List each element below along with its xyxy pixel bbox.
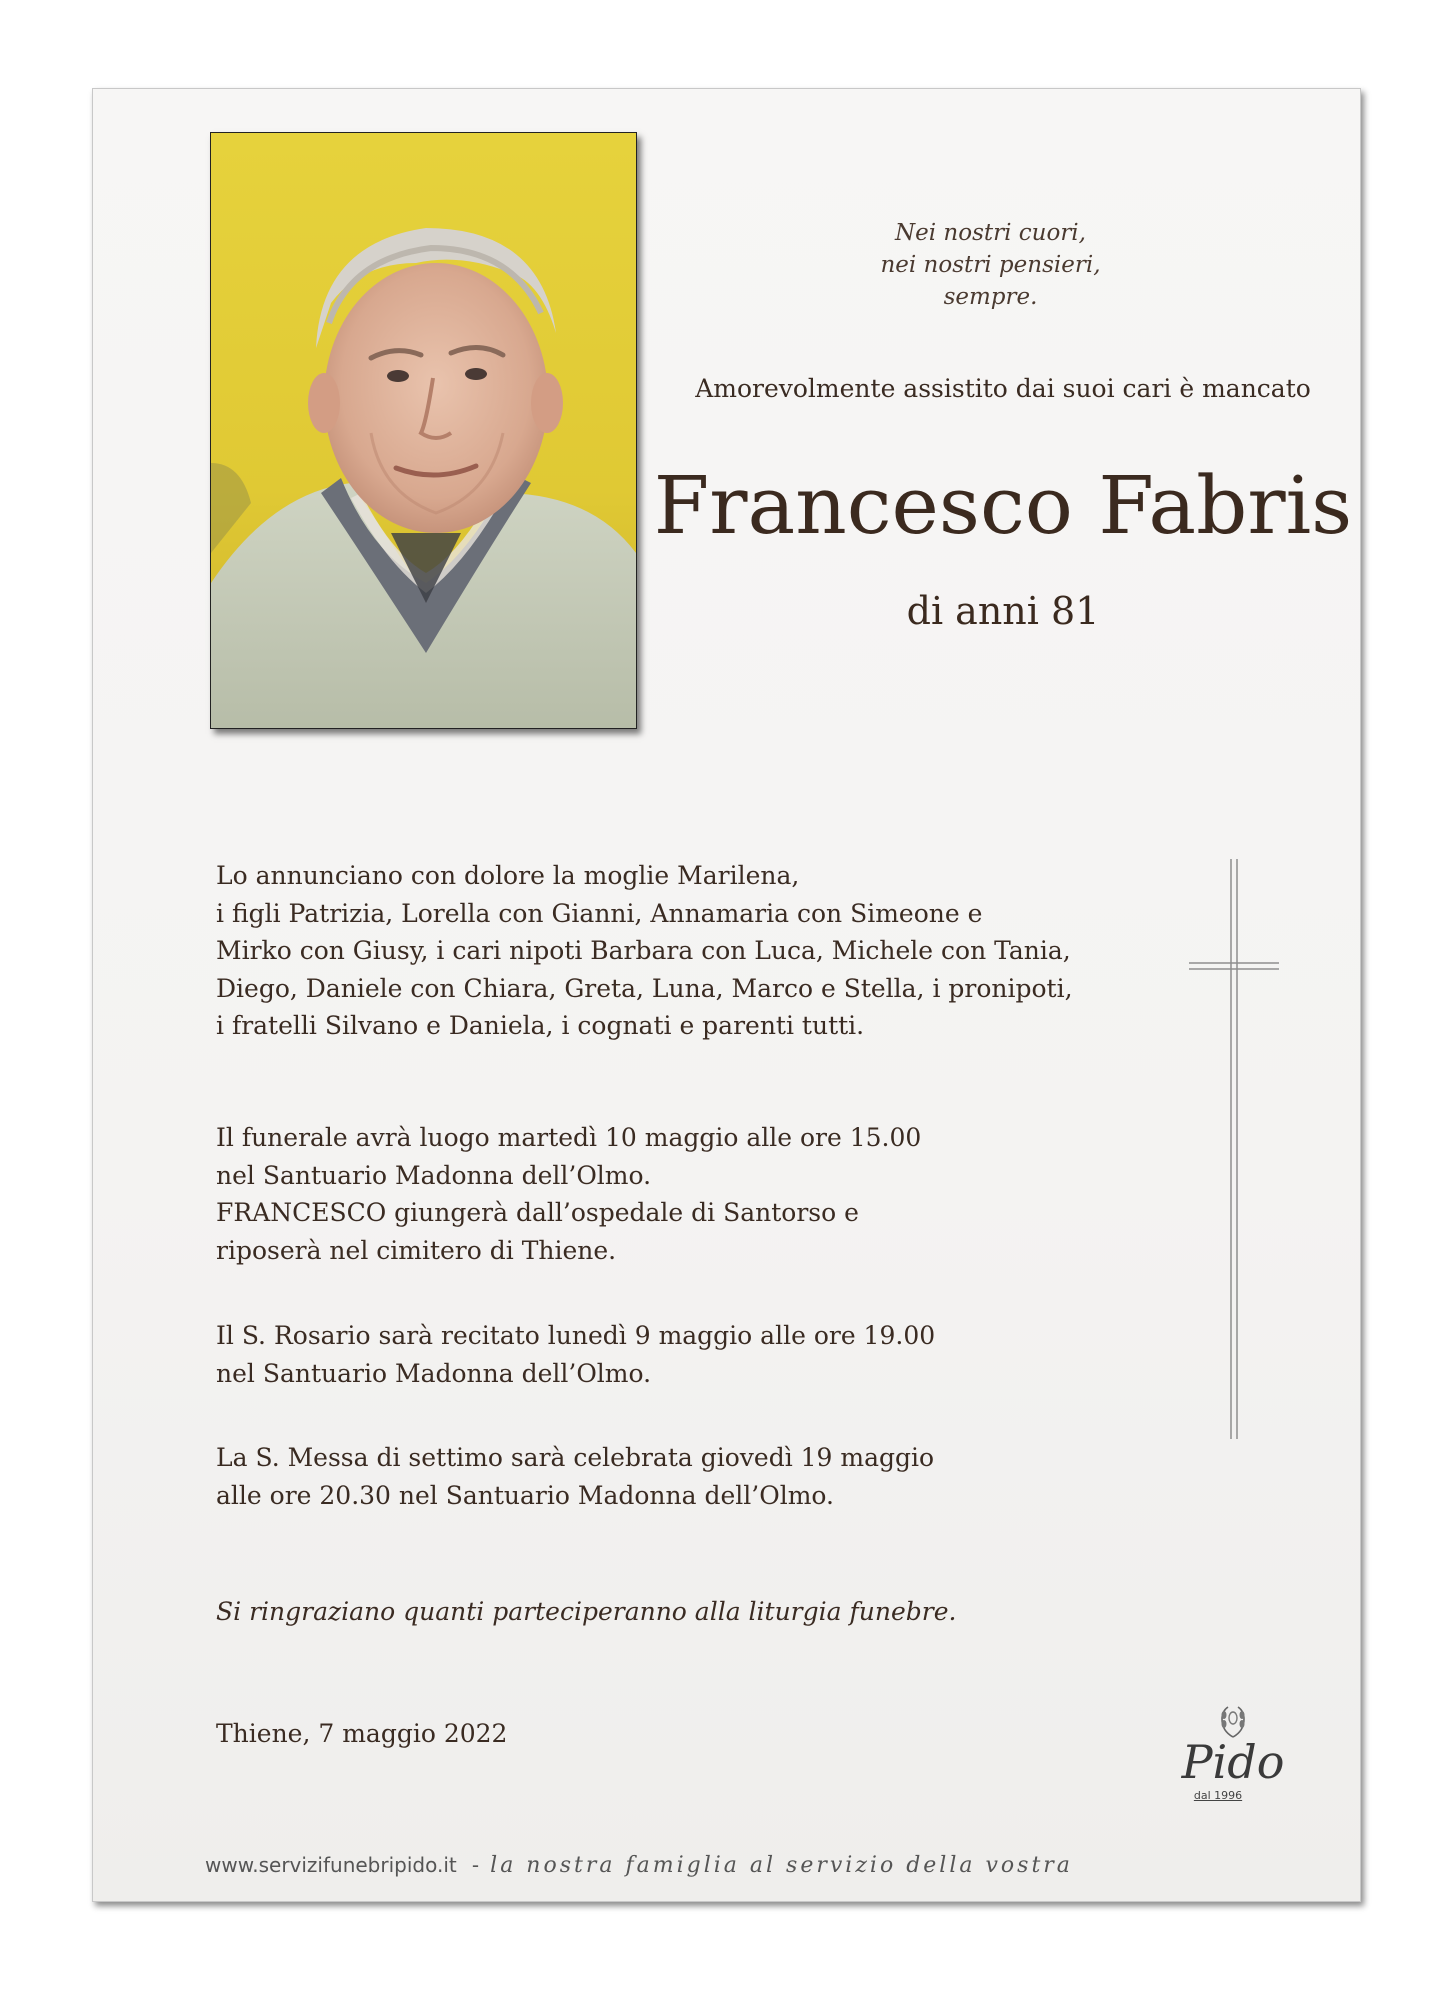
- text-line: Diego, Daniele con Chiara, Greta, Luna, Marco e Stella, i pronipoti,: [216, 973, 1073, 1003]
- text-line: Mirko con Giusy, i cari nipoti Barbara con Luca, Michele con Tania,: [216, 936, 1071, 965]
- family-announcement: [216, 857, 1073, 1045]
- text-line: La S. Messa di settimo sarà celebrata giovedì 19 maggio: [216, 1443, 935, 1472]
- quote-line: sempre.: [943, 284, 1038, 310]
- cross-icon: [1189, 859, 1279, 1439]
- text-line: i figli Patrizia, Lorella con Gianni, Annamaria con Simeone e: [216, 898, 983, 928]
- deceased-name: Francesco Fabris: [653, 459, 1353, 552]
- deceased-portrait: [210, 132, 637, 729]
- footer: [205, 1853, 1073, 1878]
- footer-separator: -: [471, 1853, 480, 1877]
- logo-name: Pido: [1181, 1735, 1285, 1789]
- text-line: Lo annunciano con dolore la moglie Marilena,: [216, 861, 800, 890]
- quote-line: Nei nostri cuori,: [895, 220, 1086, 246]
- text-line: nel Santuario Madonna dell’Olmo.: [216, 1358, 652, 1388]
- footer-tagline: la nostra famiglia al servizio della vostra: [490, 1853, 1073, 1878]
- place-date: Thiene, 7 maggio 2022: [216, 1719, 508, 1748]
- text-line: FRANCESCO giungerà dall’ospedale di Santorso e: [216, 1198, 859, 1227]
- obituary-notice: [92, 88, 1361, 1902]
- logo-since: dal 1996: [1193, 1789, 1243, 1802]
- laurel-wreath-icon: [1218, 1705, 1248, 1739]
- text-line: nel Santuario Madonna dell’Olmo.: [216, 1160, 652, 1190]
- funeral-home-logo: [1173, 1711, 1293, 1816]
- website-link[interactable]: www.servizifunebripido.it: [205, 1853, 457, 1877]
- funeral-info: [216, 1119, 921, 1269]
- text-line: i fratelli Silvano e Daniela, i cognati e parenti tutti.: [216, 1011, 865, 1040]
- text-line: alle ore 20.30 nel Santuario Madonna dell’Olmo.: [216, 1480, 834, 1510]
- deceased-age: di anni 81: [906, 589, 1100, 633]
- thanks-text: Si ringraziano quanti parteciperanno alla liturgia funebre.: [216, 1597, 957, 1626]
- mass-info: [216, 1439, 934, 1514]
- quote-line: nei nostri pensieri,: [880, 252, 1101, 278]
- intro-text: Amorevolmente assistito dai suoi cari è mancato: [695, 374, 1311, 403]
- text-line: Il funerale avrà luogo martedì 10 maggio alle ore 15.00: [216, 1123, 922, 1152]
- memorial-quote: [773, 217, 1208, 313]
- rosary-info: [216, 1317, 935, 1392]
- text-line: riposerà nel cimitero di Thiene.: [216, 1235, 617, 1265]
- text-line: Il S. Rosario sarà recitato lunedì 9 maggio alle ore 19.00: [216, 1321, 936, 1350]
